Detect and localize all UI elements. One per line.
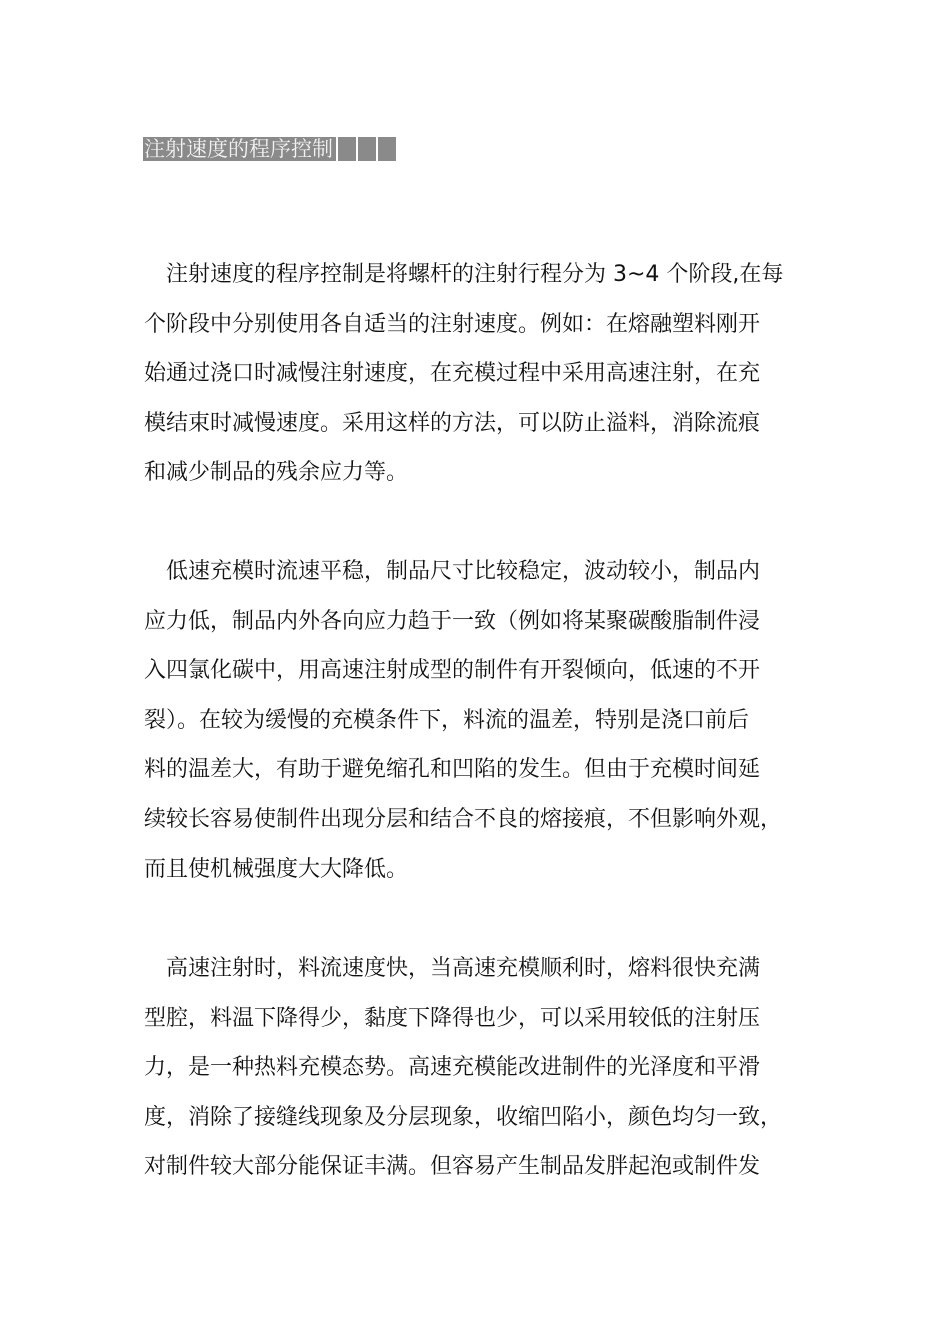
paragraph-low-speed-filling <box>144 547 824 894</box>
text-line: 续较长容易使制件出现分层和结合不良的熔接痕，不但影响外观， <box>144 806 783 832</box>
title-highlight-bar <box>336 137 396 161</box>
text-line: 应力低，制品内外各向应力趋于一致（例如将某聚碳酸脂制件浸 <box>144 608 761 634</box>
text-line: 个阶段中分别使用各自适当的注射速度。例如：在熔融塑料刚开 <box>144 311 761 337</box>
text-line: 高速注射时，料流速度快，当高速充模顺利时，熔料很快充满 <box>144 956 761 981</box>
text-line: 入四氯化碳中，用高速注射成型的制件有开裂倾向，低速的不开 <box>144 658 761 684</box>
text-line: 料的温差大，有助于避免缩孔和凹陷的发生。但由于充模时间延 <box>144 757 761 783</box>
title-text: 注射速度的程序控制 <box>144 137 333 161</box>
text-line: 型腔，料温下降得少，黏度下降得也少，可以采用较低的注射压 <box>144 1005 761 1031</box>
text-line: 力，是一种热料充模态势。高速充模能改进制件的光泽度和平滑 <box>144 1055 761 1081</box>
text-line: 而且使机械强度大大降低。 <box>144 856 409 882</box>
text-line: 裂）。在较为缓慢的充模条件下，料流的温差，特别是浇口前后 <box>144 707 750 733</box>
text-line: 对制件较大部分能保证丰满。但容易产生制品发胖起泡或制件发 <box>144 1154 761 1180</box>
paragraph-high-speed-injection <box>144 944 824 1192</box>
text-line: 模结束时减慢速度。采用这样的方法，可以防止溢料，消除流痕 <box>144 410 761 436</box>
text-line: 度，消除了接缝线现象及分层现象，收缩凹陷小，颜色均匀一致， <box>144 1104 783 1130</box>
text-line: 注射速度的程序控制是将螺杆的注射行程分为 3~4 个阶段,在每 <box>144 262 784 287</box>
document-title <box>143 137 396 161</box>
text-line: 始通过浇口时减慢注射速度，在充模过程中采用高速注射，在充 <box>144 361 761 387</box>
text-line: 和减少制品的残余应力等。 <box>144 460 409 486</box>
text-line: 低速充模时流速平稳，制品尺寸比较稳定，波动较小，制品内 <box>144 559 761 584</box>
paragraph-program-control <box>144 250 824 498</box>
